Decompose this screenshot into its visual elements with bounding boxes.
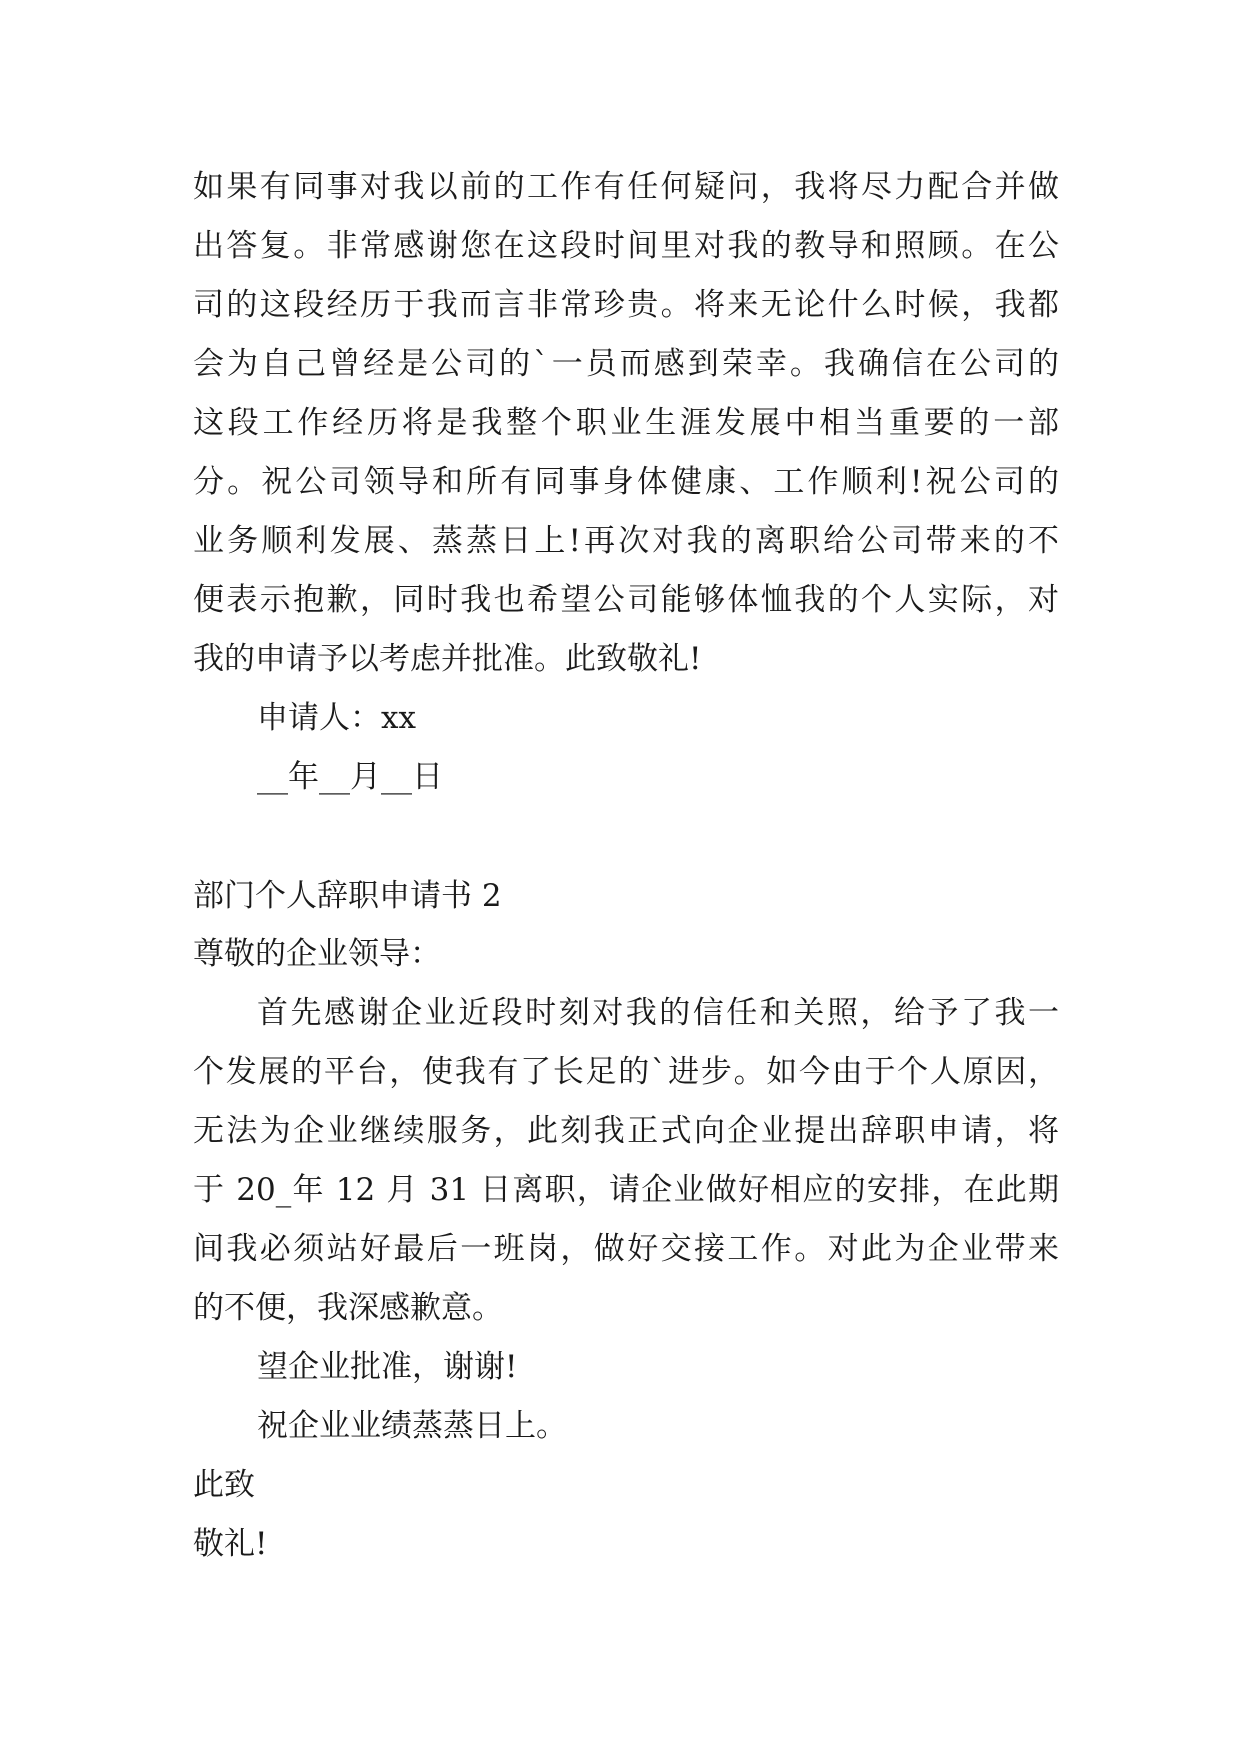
paragraph-line: 的不便，我深感歉意。 xyxy=(193,1290,503,1326)
section-gap xyxy=(193,807,1063,867)
paragraph-line: 间我必须站好最后一班岗，做好交接工作。对此为企业带来 xyxy=(193,1231,1059,1267)
section-title: 部门个人辞职申请书 2 xyxy=(193,878,502,914)
paragraph-line: 首先感谢企业近段时刻对我的信任和关照，给予了我一 xyxy=(257,995,1059,1031)
salutation: 尊敬的企业领导： xyxy=(193,936,441,972)
paragraph-line: 无法为企业继续服务，此刻我正式向企业提出辞职申请，将 xyxy=(193,1113,1059,1149)
closing-line-2: 敬礼! xyxy=(193,1526,268,1562)
paragraph-line: 分。祝公司领导和所有同事身体健康、工作顺利!祝公司的 xyxy=(193,464,1059,500)
paragraph-line: 我的申请予以考虑并批准。此致敬礼! xyxy=(193,641,702,677)
letter1-paragraph xyxy=(193,158,1063,689)
paragraph-line: 如果有同事对我以前的工作有任何疑问，我将尽力配合并做 xyxy=(193,169,1059,205)
paragraph-line: 这段工作经历将是我整个职业生涯发展中相当重要的一部 xyxy=(193,405,1059,441)
wish-line: 祝企业业绩蒸蒸日上。 xyxy=(257,1408,567,1444)
document-body xyxy=(193,158,1063,1574)
paragraph-line: 司的这段经历于我而言非常珍贵。将来无论什么时候，我都 xyxy=(193,287,1059,323)
applicant-line: 申请人：xx xyxy=(257,700,416,736)
paragraph-line: 业务顺利发展、蒸蒸日上!再次对我的离职给公司带来的不 xyxy=(193,523,1059,559)
letter2-paragraph xyxy=(193,984,1063,1338)
paragraph-line: 会为自己曾经是公司的`一员而感到荣幸。我确信在公司的 xyxy=(193,346,1059,382)
closing-line-1: 此致 xyxy=(193,1467,255,1503)
paragraph-line: 于 20_年 12 月 31 日离职，请企业做好相应的安排，在此期 xyxy=(193,1172,1059,1208)
paragraph-line: 便表示抱歉，同时我也希望公司能够体恤我的个人实际，对 xyxy=(193,582,1059,618)
date-line: __年__月__日 xyxy=(257,759,443,795)
paragraph-line: 个发展的平台，使我有了长足的`进步。如今由于个人原因， xyxy=(193,1054,1059,1090)
request-line: 望企业批准，谢谢! xyxy=(257,1349,518,1385)
paragraph-line: 出答复。非常感谢您在这段时间里对我的教导和照顾。在公 xyxy=(193,228,1059,264)
